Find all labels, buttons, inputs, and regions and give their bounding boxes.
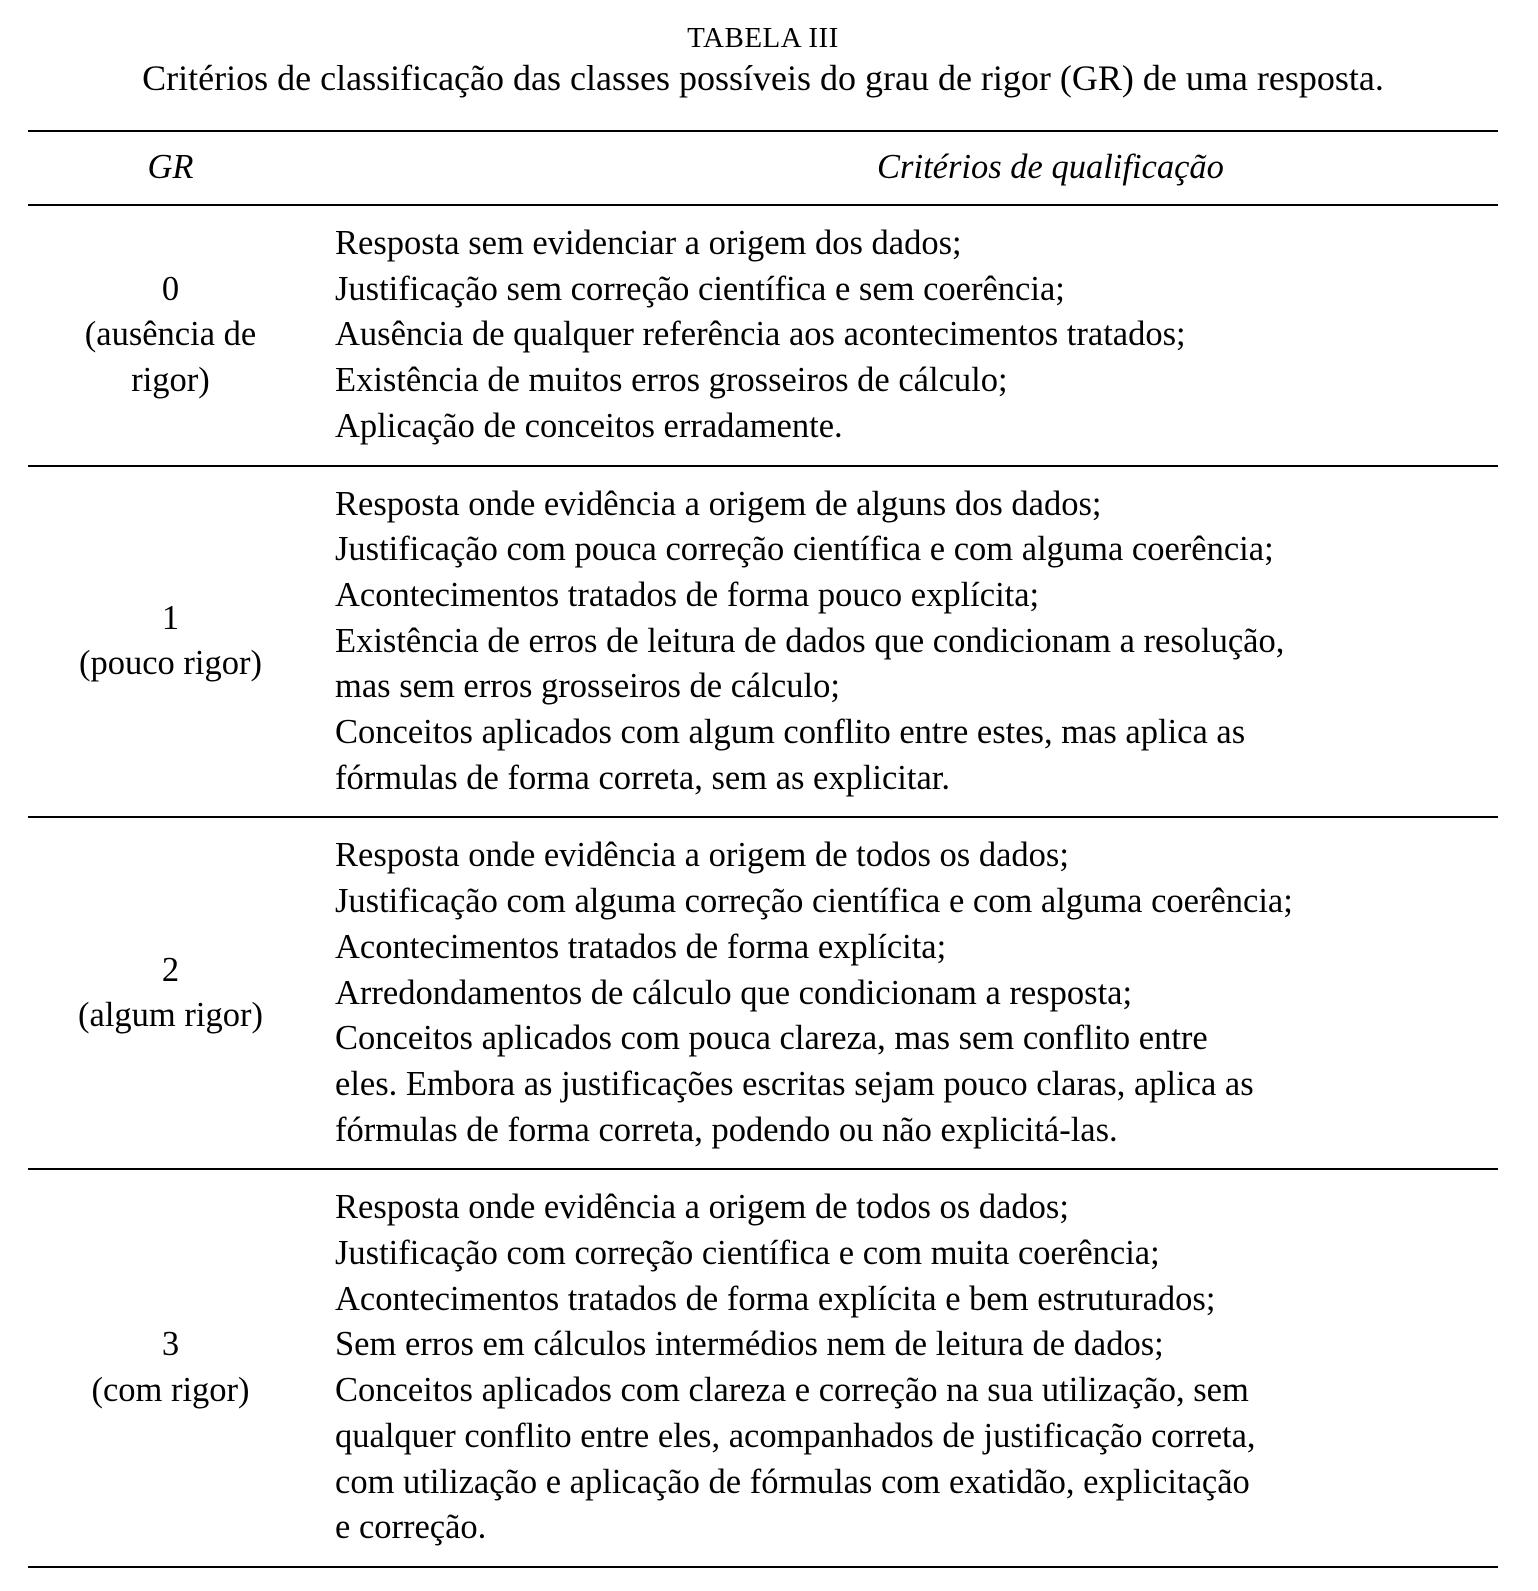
criteria-line: Resposta onde evidência a origem de todos os dados; [335, 836, 1069, 875]
criteria-line: Acontecimentos tratados de forma pouco explícita; [335, 575, 1040, 614]
criteria-line: Justificação sem correção científica e sem coerência; [335, 269, 1065, 308]
criteria-line: Resposta sem evidenciar a origem dos dados; [335, 224, 962, 262]
table-body [28, 205, 1498, 1567]
criteria-line: Arredondamentos de cálculo que condicionam a resposta; [335, 973, 1133, 1012]
criteria-line: qualquer conflito entre eles, acompanhados de justificação correta, [335, 1416, 1256, 1455]
gr-value: 2 [161, 950, 180, 989]
criteria-line: Ausência de qualquer referência aos acontecimentos tratados; [335, 315, 1186, 354]
criteria-line: e correção. [335, 1508, 487, 1547]
criteria-cell [313, 1169, 1498, 1567]
gr-description: (ausência de [84, 315, 257, 354]
criteria-table [28, 130, 1498, 1568]
criteria-line: Conceitos aplicados com algum conflito entre estes, mas aplica as [335, 713, 1246, 752]
gr-description: (pouco rigor) [79, 644, 262, 683]
gr-description: (com rigor) [91, 1371, 250, 1410]
criteria-line: Sem erros em cálculos intermédios nem de leitura de dados; [335, 1325, 1164, 1364]
table-header [28, 131, 1498, 205]
criteria-line: Acontecimentos tratados de forma explícita e bem estruturados; [335, 1279, 1216, 1318]
criteria-line: fórmulas de forma correta, podendo ou não explicitá-las. [335, 1110, 1118, 1149]
criteria-line: mas sem erros grosseiros de cálculo; [335, 667, 840, 706]
criteria-line: Resposta onde evidência a origem de alguns dos dados; [335, 484, 1102, 523]
criteria-line: Justificação com alguma correção científica e com alguma coerência; [335, 882, 1293, 921]
table-row [28, 205, 1498, 466]
criteria-cell [313, 466, 1498, 818]
criteria-line: Justificação com correção científica e com muita coerência; [335, 1234, 1160, 1273]
gr-cell [28, 817, 313, 1169]
gr-value: 0 [161, 269, 180, 308]
criteria-line: Justificação com pouca correção científica e com alguma coerência; [335, 530, 1274, 569]
header-criteria: Critérios de qualificação [877, 148, 1224, 187]
criteria-line: Conceitos aplicados com clareza e correção na sua utilização, sem [335, 1371, 1249, 1410]
criteria-line: fórmulas de forma correta, sem as explicitar. [335, 758, 951, 797]
criteria-cell [313, 205, 1498, 466]
criteria-line: Aplicação de conceitos erradamente. [335, 406, 843, 445]
criteria-line: eles. Embora as justificações escritas sejam pouco claras, aplica as [335, 1064, 1254, 1103]
criteria-line: Existência de erros de leitura de dados que condicionam a resolução, [335, 621, 1285, 660]
table-label: TABELA III [687, 22, 839, 54]
gr-description: rigor) [131, 361, 210, 400]
gr-cell [28, 466, 313, 818]
gr-cell [28, 1169, 313, 1567]
gr-value: 1 [161, 598, 180, 637]
gr-description: (algum rigor) [78, 996, 263, 1035]
criteria-line: com utilização e aplicação de fórmulas com exatidão, explicitação [335, 1462, 1250, 1501]
criteria-line: Resposta onde evidência a origem de todos os dados; [335, 1188, 1069, 1227]
document-page [28, 20, 1498, 1568]
header-gr: GR [147, 148, 194, 187]
table-row [28, 466, 1498, 818]
table-caption: Critérios de classificação das classes possíveis do grau de rigor (GR) de uma resposta. [142, 58, 1384, 98]
table-row [28, 817, 1498, 1169]
criteria-line: Acontecimentos tratados de forma explícita; [335, 927, 947, 966]
criteria-cell [313, 817, 1498, 1169]
gr-cell [28, 205, 313, 466]
header-row [28, 131, 1498, 205]
criteria-line: Existência de muitos erros grosseiros de cálculo; [335, 361, 1008, 400]
table-row [28, 1169, 1498, 1567]
gr-value: 3 [161, 1325, 180, 1364]
criteria-line: Conceitos aplicados com pouca clareza, mas sem conflito entre [335, 1019, 1208, 1058]
